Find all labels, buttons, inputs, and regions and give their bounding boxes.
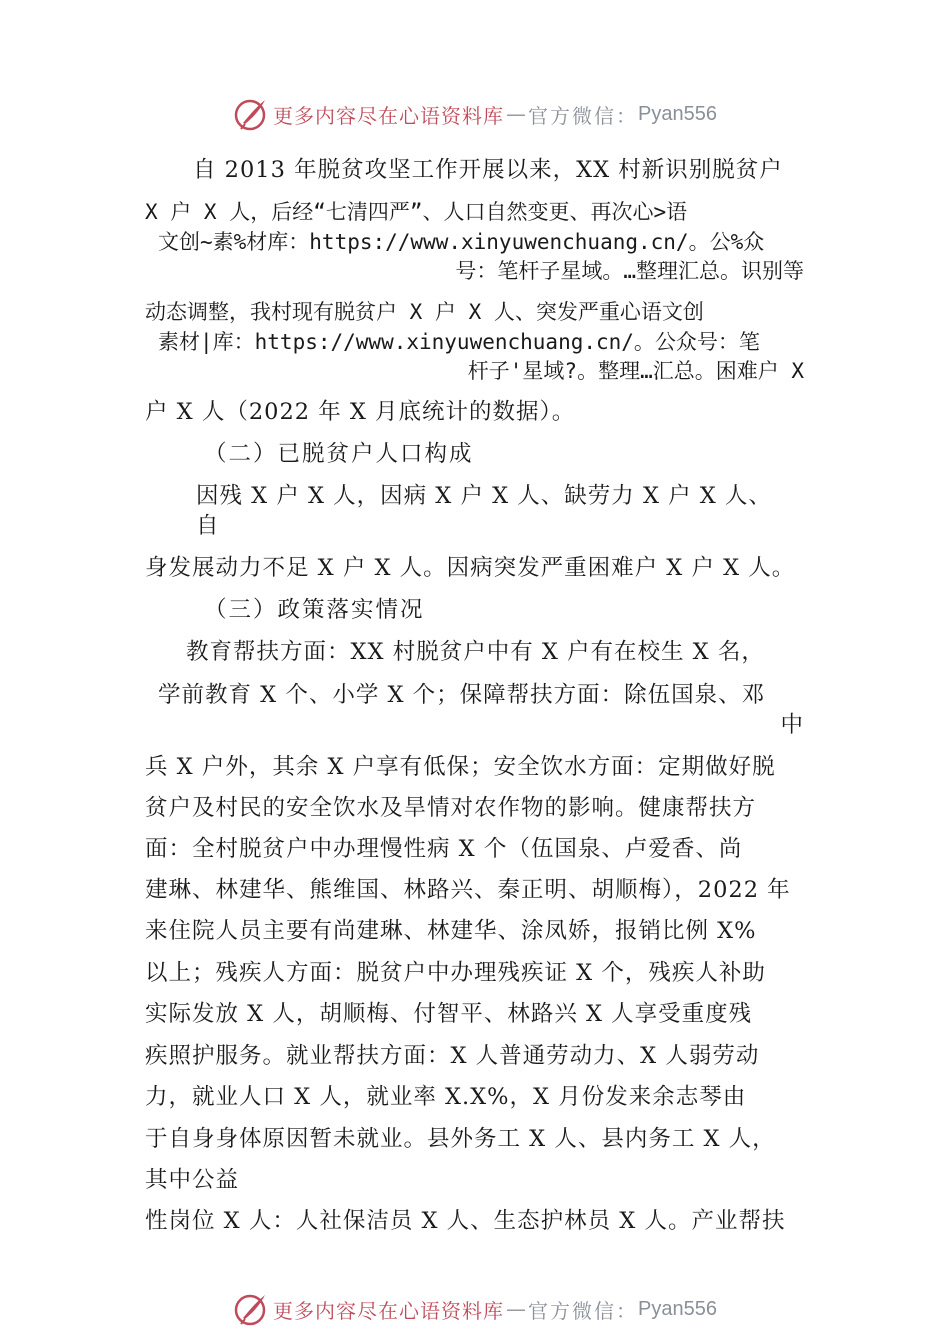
section-heading: （二）已脱贫户人口构成 xyxy=(204,441,474,467)
wechat-label: 官方微信： xyxy=(528,103,639,128)
body-line: 来住院人员主要有尚建琳、林建华、涂凤娇，报销比例 X% xyxy=(145,918,757,944)
quill-pen-logo-icon xyxy=(233,1291,269,1327)
body-line: 中 xyxy=(780,712,804,738)
body-line: 教育帮扶方面：XX 村脱贫户中有 X 户有在校生 X 名， xyxy=(186,639,765,665)
body-line: 素材|库：https://www.xinyuwenchuang.cn/。公众号：笔 xyxy=(158,330,760,354)
section-heading: （三）政策落实情况 xyxy=(204,597,425,623)
watermark-text: 更多内容尽在心语资料库 xyxy=(273,103,505,128)
wechat-id: Pyan556 xyxy=(638,1297,717,1320)
wechat-id: Pyan556 xyxy=(638,102,717,125)
body-line: 面：全村脱贫户中办理慢性病 X 个（伍国泉、卢爱香、尚 xyxy=(145,836,743,862)
body-line: 性岗位 X 人：人社保洁员 X 人、生态护林员 X 人。产业帮扶 xyxy=(145,1208,786,1234)
body-line: 因残 X 户 X 人，因病 X 户 X 人、缺劳力 X 户 X 人、 xyxy=(196,483,772,509)
body-line: X 户 X 人，后经“七清四严”、人口自然变更、再次心>语 xyxy=(145,200,688,224)
body-line: 于自身身体原因暂未就业。县外务工 X 人、县内务工 X 人， xyxy=(145,1126,776,1152)
body-line: 实际发放 X 人，胡顺梅、付智平、林路兴 X 人享受重度残 xyxy=(145,1001,753,1027)
watermark-text: 更多内容尽在心语资料库 xyxy=(273,1298,505,1323)
body-line: 动态调整，我村现有脱贫户 X 户 X 人、突发严重心语文创 xyxy=(145,300,704,324)
body-line: 文创~素%材库：https://www.xinyuwenchuang.cn/。公%众 xyxy=(158,230,765,254)
footer-watermark-banner xyxy=(0,1289,950,1329)
watermark-separator: — xyxy=(506,1297,527,1321)
body-line: 身发展动力不足 X 户 X 人。因病突发严重困难户 X 户 X 人。 xyxy=(145,555,796,581)
body-line: 建琳、林建华、熊维国、林路兴、秦正明、胡顺梅），2022 年 xyxy=(145,877,791,903)
body-line: 兵 X 户外，其余 X 户享有低保；安全饮水方面：定期做好脱 xyxy=(145,754,776,780)
header-watermark-banner xyxy=(0,94,950,134)
body-line: 其中公益 xyxy=(145,1167,240,1193)
body-line: 力，就业人口 X 人，就业率 X.X%，X 月份发来余志琴由 xyxy=(145,1084,747,1110)
body-line: 号：笔杆子星域。…整理汇总。识别等 xyxy=(455,259,804,283)
body-line: 学前教育 X 个、小学 X 个；保障帮扶方面：除伍国泉、邓 xyxy=(158,682,766,708)
body-line: 杆子'星域?。整理…汇总。困难户 X xyxy=(467,359,804,383)
body-line: 自 xyxy=(196,513,220,539)
body-line: 户 X 人（2022 年 X 月底统计的数据）。 xyxy=(145,399,576,425)
body-line: 自 2013 年脱贫攻坚工作开展以来，XX 村新识别脱贫户 xyxy=(193,157,783,183)
wechat-label: 官方微信： xyxy=(528,1298,639,1323)
body-line: 疾照护服务。就业帮扶方面：X 人普通劳动力、X 人弱劳动 xyxy=(145,1043,760,1069)
quill-pen-logo-icon xyxy=(233,96,269,132)
body-line: 贫户及村民的安全饮水及旱情对农作物的影响。健康帮扶方 xyxy=(145,795,757,821)
watermark-separator: — xyxy=(506,102,527,126)
body-line: 以上；残疾人方面：脱贫户中办理残疾证 X 个，残疾人补助 xyxy=(145,960,766,986)
